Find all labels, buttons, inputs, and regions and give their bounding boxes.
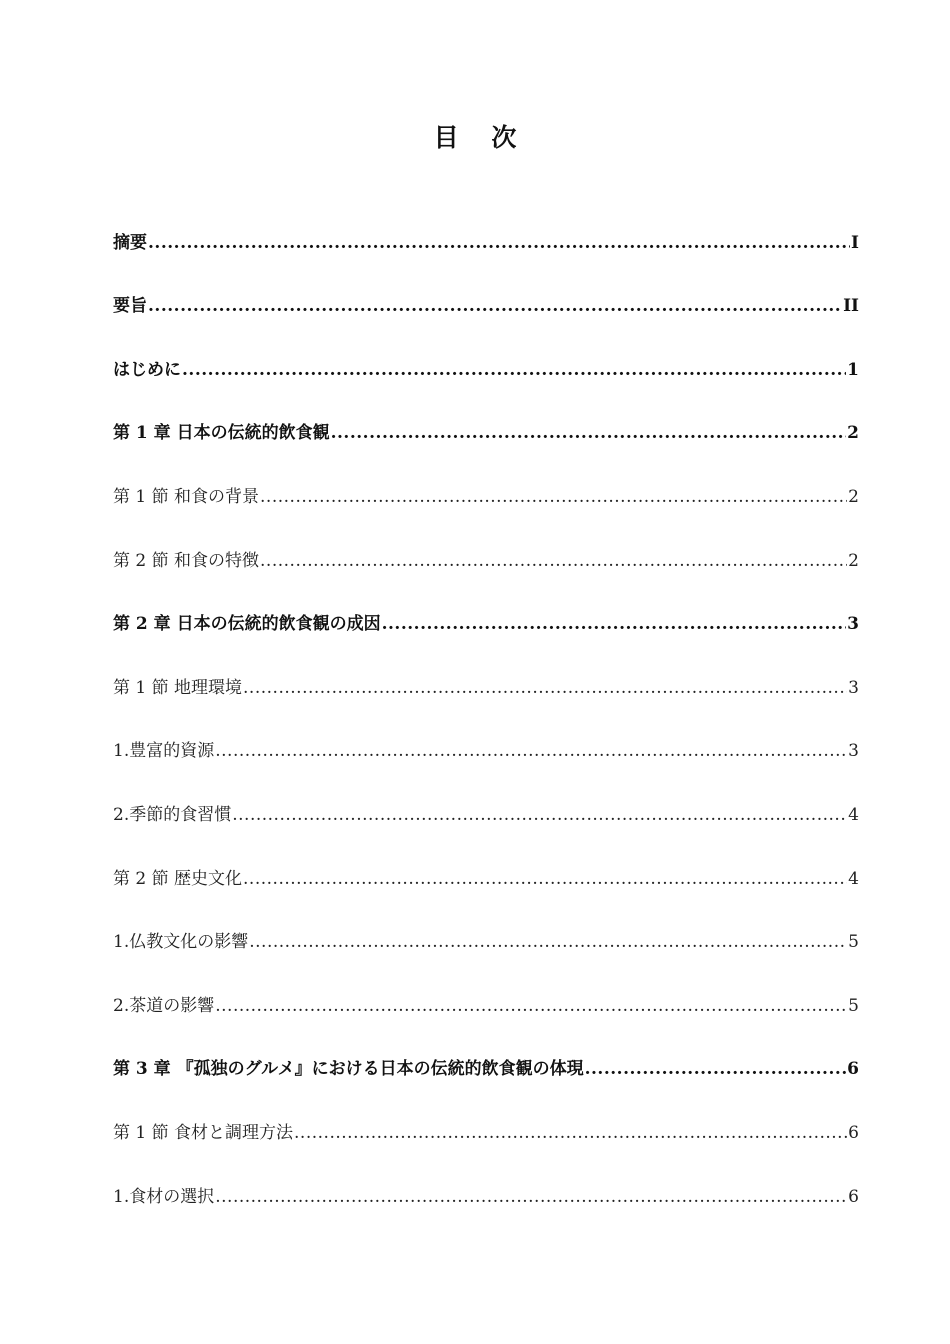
toc-entry[interactable] [113, 286, 859, 350]
toc-entry-label: 第 1 節 食材と調理方法 [113, 1122, 294, 1143]
toc-entry-page: 5 [848, 995, 859, 1016]
toc-entry-page: 6 [848, 1122, 859, 1143]
toc-entry-page: 6 [847, 1059, 859, 1080]
dot-leader [182, 359, 846, 381]
toc-entry-label: はじめに [113, 359, 181, 380]
toc-entry[interactable] [113, 1176, 859, 1240]
dot-leader [294, 1122, 847, 1144]
toc-entry-label: 第 1 節 和食の背景 [113, 486, 260, 507]
toc-entry[interactable] [113, 1049, 859, 1113]
toc-entry-page: 6 [848, 1186, 859, 1207]
toc-entry[interactable] [113, 349, 859, 413]
toc-entry[interactable] [113, 858, 859, 922]
toc-entry[interactable] [113, 667, 859, 731]
toc-entry-label: 第 1 章 日本の伝統的飲食観 [113, 423, 330, 444]
toc-entry-label: 1.食材の選択 [113, 1186, 215, 1207]
toc-entry-page: 1 [847, 359, 859, 380]
toc-entry-label: 摘要 [113, 232, 147, 253]
dot-leader [215, 740, 847, 762]
dot-leader [232, 804, 847, 826]
dot-leader [260, 486, 847, 508]
toc-entry-page: 2 [847, 423, 859, 444]
toc-entry-page: 4 [848, 868, 859, 889]
dot-leader [215, 995, 847, 1017]
toc-entry-label: 第 2 節 歴史文化 [113, 868, 243, 889]
dot-leader [215, 1186, 847, 1208]
dot-leader [260, 550, 847, 572]
toc-entry[interactable] [113, 731, 859, 795]
dot-leader [331, 422, 847, 444]
toc-entry-page: 3 [848, 741, 859, 762]
toc-entry-page: 5 [848, 932, 859, 953]
toc-entry[interactable] [113, 476, 859, 540]
toc-entry[interactable] [113, 540, 859, 604]
page-title: 目 次 [433, 123, 529, 152]
toc-entry-label: 第 1 節 地理環境 [113, 677, 243, 698]
toc-entry-label: 2.茶道の影響 [113, 995, 215, 1016]
toc-entry-label: 第 2 章 日本の伝統的飲食観の成因 [113, 614, 381, 635]
toc-entry[interactable] [113, 794, 859, 858]
toc-entry-page: 2 [848, 550, 859, 571]
toc-entry-label: 2.季節的食習慣 [113, 804, 232, 825]
dot-leader [249, 931, 847, 953]
toc-entry-page: 4 [848, 804, 859, 825]
toc-entry-page: 3 [848, 677, 859, 698]
dot-leader [148, 232, 850, 254]
dot-leader [243, 868, 847, 890]
toc-entry[interactable] [113, 413, 859, 477]
toc-entry-page: 3 [847, 614, 859, 635]
toc-entry-label: 第 2 節 和食の特徴 [113, 550, 260, 571]
toc-entry-label: 1.豊富的資源 [113, 741, 215, 762]
dot-leader [585, 1058, 847, 1080]
toc-entry-label: 1.仏教文化の影響 [113, 932, 249, 953]
toc-entry[interactable] [113, 604, 859, 668]
toc-entry[interactable] [113, 922, 859, 986]
dot-leader [382, 613, 847, 635]
dot-leader [243, 677, 847, 699]
toc-entry[interactable] [113, 985, 859, 1049]
toc-entry-page: I [851, 232, 859, 253]
dot-leader [148, 295, 842, 317]
toc-entry[interactable] [113, 1112, 859, 1176]
toc-entry-page: 2 [848, 486, 859, 507]
toc-entry[interactable] [113, 222, 859, 286]
toc-entry-label: 要旨 [113, 296, 147, 317]
toc-entry-label: 第 3 章 『孤独のグルメ』における日本の伝統的飲食観の体現 [113, 1059, 584, 1080]
toc-entry-page: II [843, 296, 859, 317]
table-of-contents [113, 222, 859, 1240]
